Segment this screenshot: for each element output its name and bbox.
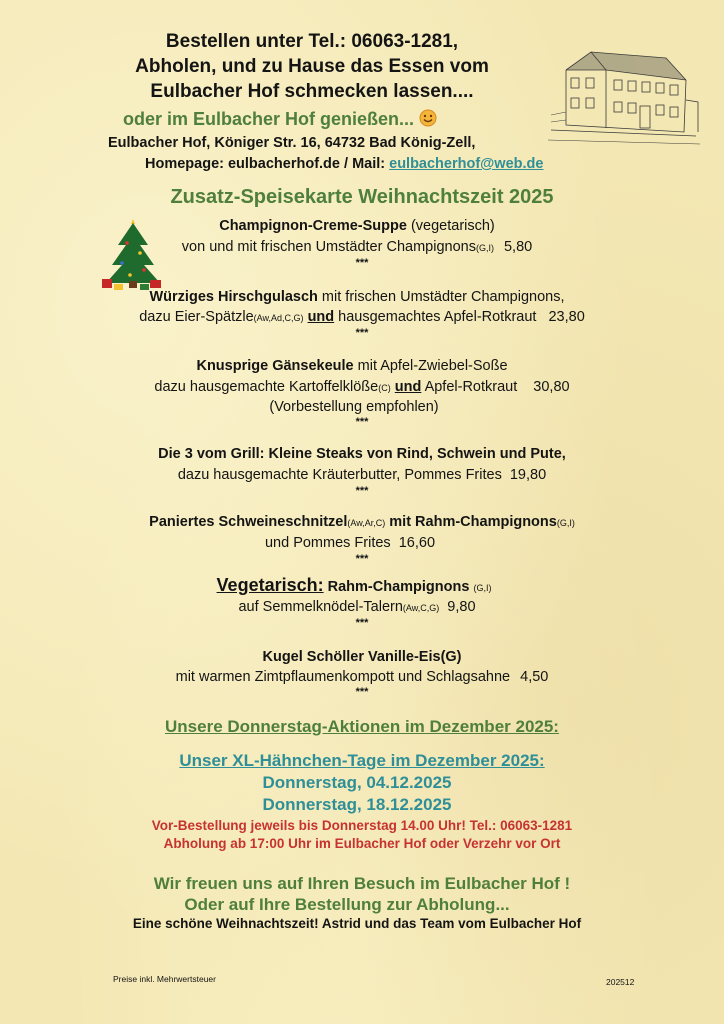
menu-item-2-line2a: dazu Eier-Spätzle <box>139 309 254 325</box>
vegetarian-label: Vegetarisch: <box>216 575 324 595</box>
menu-item-3-desc <box>0 378 724 397</box>
menu-item-7-desc <box>0 668 724 686</box>
menu-item-3-line2a: dazu hausgemachte Kartoffelklöße <box>154 379 379 395</box>
header-pickup: Abholen, und zu Hause das Essen vom <box>135 56 489 77</box>
menu-item-1-price: 5,80 <box>503 239 533 255</box>
promo-subheading: Unser XL-Hähnchen-Tage im Dezember 2025: <box>179 751 545 770</box>
menu-item-2-allergen: (Aw,Ad,C,G) <box>253 313 304 323</box>
menu-item-3-price: 30,80 <box>533 379 570 395</box>
menu-item-5-allergen1: (Aw,Ar,C) <box>347 518 386 528</box>
promo-date-2: Donnerstag, 18.12.2025 <box>262 795 452 814</box>
separator: *** <box>355 485 369 497</box>
promo-date-1: Donnerstag, 04.12.2025 <box>262 773 452 792</box>
header-visit <box>123 108 437 132</box>
header-visit-text: oder im Eulbacher Hof genießen... <box>123 109 415 129</box>
separator: *** <box>355 553 369 565</box>
menu-item-2-line2b: hausgemachtes Apfel-Rotkraut <box>334 309 537 325</box>
menu-item-3-line1: mit Apfel-Zwiebel-Soße <box>353 358 508 374</box>
tax-note: Preise inkl. Mehrwertsteuer <box>113 974 216 984</box>
menu-item-3-line2b: Apfel-Rotkraut <box>421 379 518 395</box>
menu-item-2-name: Würziges Hirschgulasch <box>149 289 318 305</box>
menu-item-7-title: Kugel Schöller Vanille-Eis(G) <box>262 649 462 665</box>
mail-link[interactable]: eulbacherhof@web.de <box>389 156 544 172</box>
menu-item-6-title <box>0 574 716 599</box>
menu-item-2-title <box>0 288 719 306</box>
menu-item-2-desc <box>0 308 724 327</box>
header-enjoy: Eulbacher Hof schmecken lassen.... <box>150 81 474 102</box>
menu-item-4-desc <box>0 466 724 484</box>
menu-item-6-name: Rahm-Champignons <box>323 579 474 595</box>
menu-item-6-desc <box>0 598 719 617</box>
menu-item-7-line2: mit warmen Zimtpflaumenkompott und Schlagsahne <box>175 669 511 685</box>
menu-item-6-allergen1: (G,I) <box>473 583 492 593</box>
smiley-icon <box>419 109 437 132</box>
menu-item-4-line2: dazu hausgemachte Kräuterbutter, Pommes Frites <box>177 467 502 483</box>
menu-item-3-note: (Vorbestellung empfohlen) <box>269 399 439 415</box>
menu-item-3-title <box>0 357 714 375</box>
document-code: 202512 <box>606 977 635 987</box>
separator: *** <box>355 416 369 428</box>
menu-item-6-allergen2: (Aw,C,G) <box>402 603 440 613</box>
building-sketch <box>546 40 702 150</box>
menu-item-2-line1: mit frischen Umstädter Champignons, <box>317 289 565 305</box>
closing-line-3: Eine schöne Weihnachtszeit! Astrid und das Team vom Eulbacher Hof <box>132 916 582 931</box>
menu-item-6-line2: auf Semmelknödel-Talern <box>238 599 403 615</box>
menu-item-1-desc <box>0 238 719 257</box>
menu-item-5-price: 16,60 <box>398 535 436 551</box>
promo-heading: Unsere Donnerstag-Aktionen im Dezember 2025: <box>165 717 559 736</box>
menu-item-3-allergen: (C) <box>378 383 391 393</box>
separator: *** <box>355 327 369 339</box>
menu-item-5-line2: und Pommes Frites <box>264 535 391 551</box>
menu-item-6-price: 9,80 <box>447 599 476 615</box>
closing-line-1: Wir freuen uns auf Ihren Besuch im Eulbacher Hof ! <box>153 874 571 893</box>
menu-item-5-name: Paniertes Schweineschnitzel <box>149 514 348 530</box>
menu-item-4-price: 19,80 <box>509 467 547 483</box>
menu-item-7-price: 4,50 <box>520 669 549 685</box>
menu-item-5-title <box>0 513 724 532</box>
menu-item-3-und: und <box>394 379 422 395</box>
homepage-label: Homepage: eulbacherhof.de / Mail: <box>145 156 390 172</box>
menu-item-5-desc <box>0 534 712 552</box>
menu-item-5-allergen2: (G,I) <box>556 518 575 528</box>
menu-item-5-line1: mit Rahm-Champignons <box>385 514 557 530</box>
separator: *** <box>355 257 369 269</box>
menu-item-1-allergen: (G,I) <box>475 243 494 253</box>
page-title: Zusatz-Speisekarte Weihnachtszeit 2025 <box>170 186 554 208</box>
menu-item-3-name: Knusprige Gänsekeule <box>196 358 354 374</box>
menu-item-1-line2: von und mit frischen Umstädter Champignons <box>181 239 476 255</box>
closing-line-2: Oder auf Ihre Bestellung zur Abholung... <box>184 895 510 914</box>
header-address: Eulbacher Hof, Königer Str. 16, 64732 Bad König-Zell, <box>108 135 476 151</box>
menu-item-1-title <box>0 217 719 235</box>
promo-pickup-info: Abholung ab 17:00 Uhr im Eulbacher Hof oder Verzehr vor Ort <box>163 836 561 851</box>
menu-item-1-note: (vegetarisch) <box>406 218 495 234</box>
separator: *** <box>355 686 369 698</box>
separator: *** <box>355 617 369 629</box>
menu-item-2-price: 23,80 <box>548 309 585 325</box>
promo-order-info: Vor-Bestellung jeweils bis Donnerstag 14.00 Uhr! Tel.: 06063-1281 <box>151 818 573 833</box>
header-phone: Bestellen unter Tel.: 06063-1281, <box>165 31 459 52</box>
header-contact <box>145 155 543 173</box>
menu-item-2-und: und <box>307 309 335 325</box>
menu-item-4-title: Die 3 vom Grill: Kleine Steaks von Rind, Schwein und Pute, <box>158 446 566 462</box>
menu-item-1-name: Champignon-Creme-Suppe <box>219 218 407 234</box>
